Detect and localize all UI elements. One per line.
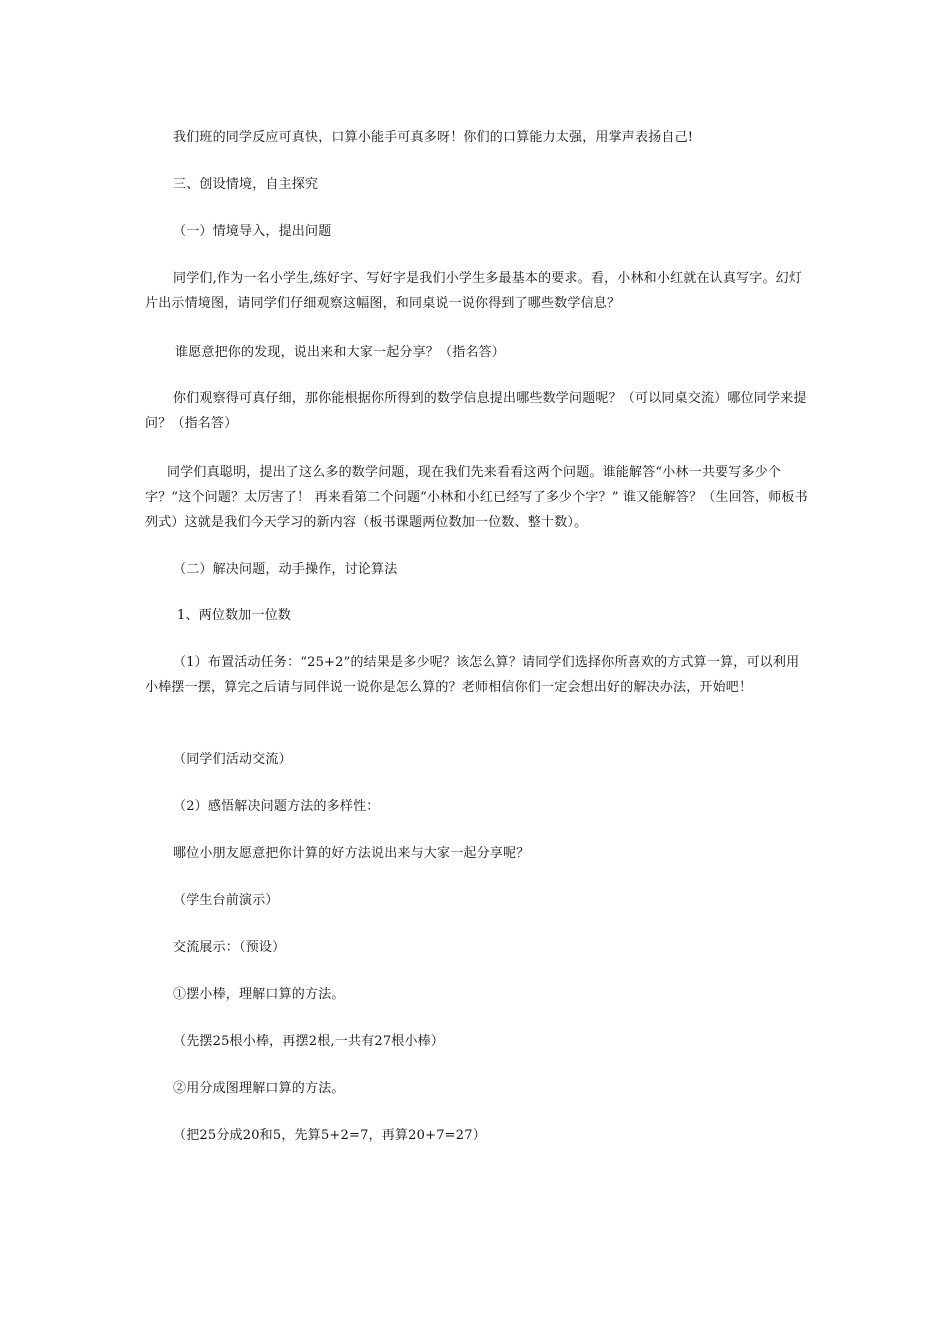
paragraph-7: [145, 460, 810, 535]
paragraph-13-text: 哪位小朋友愿意把你计算的好方法说出来与大家一起分享呢？: [173, 846, 530, 861]
paragraph-17-text: （先摆25根小棒，再摆2根,一共有27根小棒）: [173, 1034, 445, 1049]
paragraph-18-text: ②用分成图理解口算的方法。: [173, 1081, 345, 1096]
subsection-heading-2: （二）解决问题，动手操作，讨论算法: [173, 562, 398, 577]
paragraph-15-text: 交流展示：（预设）: [173, 940, 286, 955]
paragraph-6-text: 你们观察得可真仔细，那你能根据你所得到的数学信息提出哪些数学问题呢？（可以同桌交流）哪位同学来提问？（指名答）: [145, 391, 807, 431]
paragraph-9: [145, 603, 810, 628]
paragraph-5: [145, 340, 810, 365]
paragraph-12-text: （2）感悟解决问题方法的多样性：: [173, 799, 380, 814]
paragraph-14-text: （学生台前演示）: [173, 893, 279, 908]
paragraph-10-text: （1）布置活动任务：“25+2”的结果是多少呢？该怎么算？请同学们选择你所喜欢的方式算一算，可以利用小棒摆一摆，算完之后请与同伴说一说你是怎么算的？老师相信你们一定会想出好的解决办法，开始吧！: [145, 655, 800, 695]
paragraph-3: [145, 219, 810, 244]
section-heading-3: 三、创设情境，自主探究: [173, 177, 319, 192]
paragraph-2: [145, 172, 810, 197]
paragraph-10: [145, 650, 810, 700]
paragraph-11-text: （同学们活动交流）: [173, 752, 292, 767]
paragraph-1: [145, 125, 810, 150]
paragraph-16: [145, 982, 810, 1007]
paragraph-15: [145, 935, 810, 960]
paragraph-8: [145, 557, 810, 582]
item-heading-1: 1、两位数加一位数: [177, 608, 292, 623]
paragraph-14: [145, 888, 810, 913]
paragraph-17: [145, 1029, 810, 1054]
paragraph-12: [145, 794, 810, 819]
paragraph-16-text: ①摆小棒，理解口算的方法。: [173, 987, 345, 1002]
paragraph-4-text: 同学们,作为一名小学生,练好字、写好字是我们小学生多最基本的要求。看，小林和小红就在认真写字。幻灯片出示情境图，请同学们仔细观察这幅图，和同桌说一说你得到了哪些数学信息？: [145, 271, 803, 311]
paragraph-13: [145, 841, 810, 866]
paragraph-7-text: 同学们真聪明，提出了这么多的数学问题，现在我们先来看看这两个问题。谁能解答“小林一共要写多少个字？”这个问题？太厉害了！ 再来看第二个问题“小林和小红已经写了多少个字？” 谁又能解答？（生回答，师板书列式）这就是我们今天学习的新内容（板书课题两位数加一位数、整十数）。: [145, 465, 808, 530]
paragraph-5-text: 谁愿意把你的发现，说出来和大家一起分享？（指名答）: [175, 345, 506, 360]
paragraph-19: [145, 1123, 810, 1148]
paragraph-4: [145, 266, 810, 316]
paragraph-18: [145, 1076, 810, 1101]
subsection-heading-1: （一）情境导入，提出问题: [173, 224, 332, 239]
paragraph-19-text: （把25分成20和5，先算5+2=7，再算20+7=27）: [173, 1128, 486, 1143]
paragraph-11: [145, 747, 810, 772]
paragraph-6: [145, 386, 810, 436]
paragraph-1-text: 我们班的同学反应可真快，口算小能手可真多呀！你们的口算能力太强，用掌声表扬自己!: [173, 130, 694, 145]
